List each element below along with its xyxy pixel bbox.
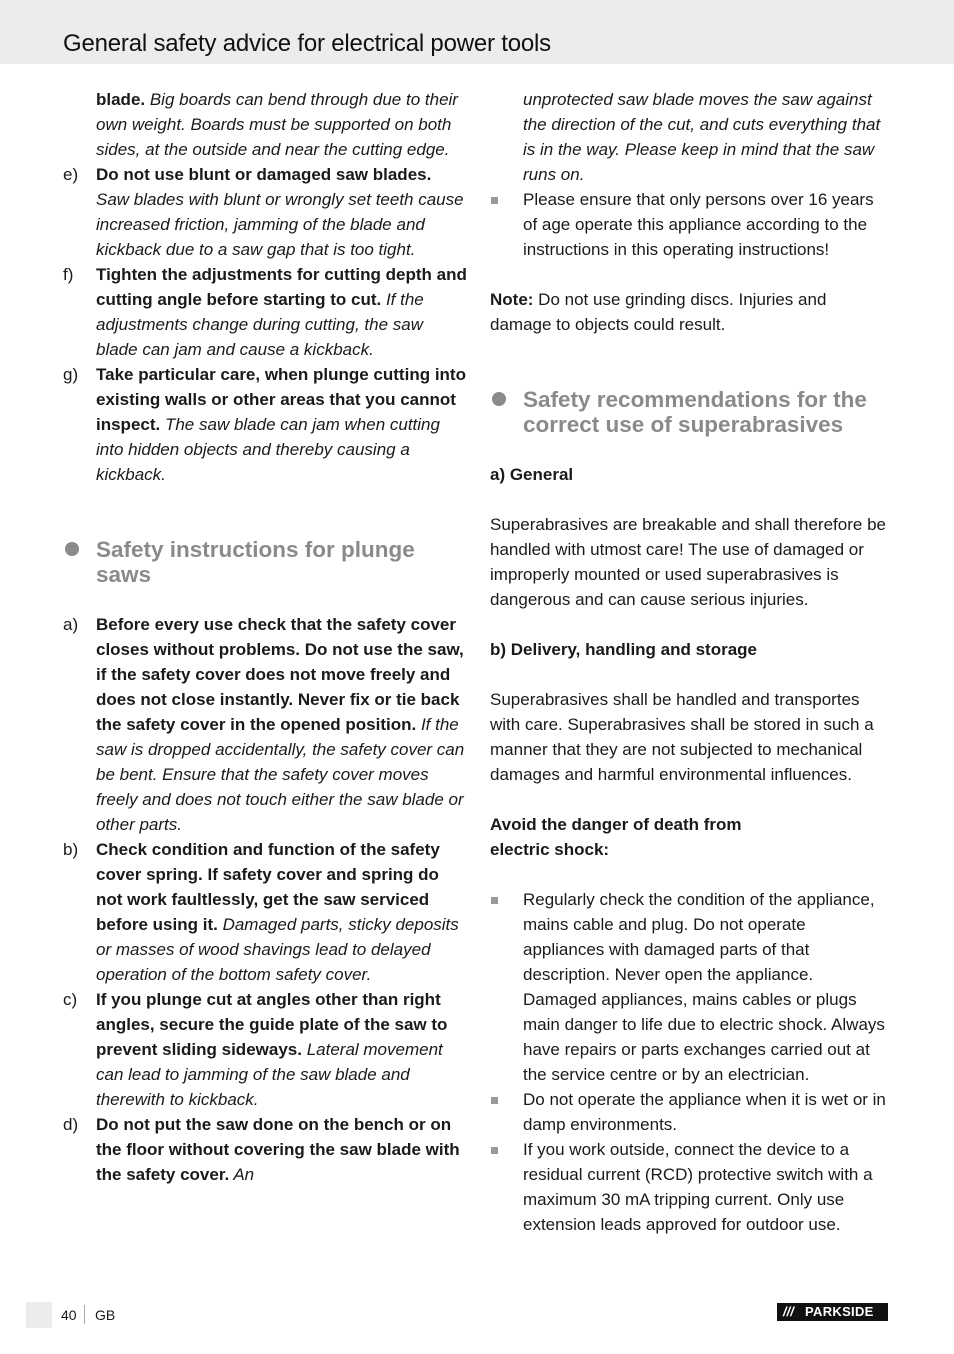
bullet-text: Please ensure that only persons over 16 years of age operate this appliance according to the instructions in this operating instructions!: [523, 190, 874, 259]
paragraph-general: Superabrasives are breakable and shall therefore be handled with utmost care! The use of damaged or improperly mounted or used superabrasives is dangerous and can cause serious injuries.: [490, 515, 886, 609]
bullet-text: Do not operate the appliance when it is wet or in damp environments.: [523, 1090, 886, 1134]
section-heading-plunge-saws: [63, 537, 468, 587]
square-bullet-icon: [491, 1097, 498, 1104]
note-label: Note:: [490, 290, 534, 309]
item-bold: Do not use blunt or damaged saw blades.: [96, 165, 432, 184]
subheading-general: [490, 462, 890, 487]
page-title: General safety advice for electrical power tools: [63, 30, 551, 57]
note-paragraph: [490, 287, 890, 337]
subheading-text: Avoid the danger of death from electric shock:: [490, 815, 742, 859]
item-italic: unprotected saw blade moves the saw against the direction of the cut, and cuts everything that is in the way. Please keep in mind that the saw runs on.: [523, 90, 881, 184]
item-italic: Lateral movement can lead to jamming of the saw blade and therewith to kickback.: [96, 1040, 443, 1109]
list-item-g: [63, 362, 468, 487]
list-item-continued: [63, 87, 468, 162]
item-marker: c): [63, 990, 78, 1009]
subheading-text: b) Delivery, handling and storage: [490, 640, 758, 659]
item-italic: The saw blade can jam when cutting into hidden objects and thereby causing a kickback.: [96, 415, 440, 484]
list-item-f: [63, 262, 468, 362]
list-item-b: [63, 837, 468, 987]
section-heading-superabrasives: [490, 387, 890, 437]
list-item-a: [63, 612, 468, 837]
bullet-text: If you work outside, connect the device to a residual current (RCD) protective switch with a maximum 30 mA tripping current. Only use extension leads approved for outdoor use.: [523, 1140, 873, 1234]
item-bold: Before every use check that the safety cover closes without problems. Do not use the saw, if the safety cover does not move freely and does not close instantly. Never fix or tie back the safety cover in the opened position.: [96, 615, 464, 734]
footer-divider: [84, 1305, 85, 1324]
logo-text: PARKSIDE: [805, 1304, 874, 1319]
item-italic: Damaged parts, sticky deposits or masses of wood shavings lead to delayed operation of the bottom safety cover.: [96, 915, 459, 984]
item-marker: b): [63, 840, 79, 859]
section-title: Safety instructions for plunge saws: [96, 537, 415, 587]
square-bullet-icon: [491, 897, 498, 904]
item-bold: blade.: [96, 90, 146, 109]
page-number: 40: [61, 1307, 77, 1323]
subheading-delivery: [490, 637, 890, 662]
bullet-dot-icon: [492, 392, 506, 406]
bullet-item-age: [490, 187, 890, 262]
parkside-logo: [777, 1303, 888, 1321]
item-marker: g): [63, 365, 79, 384]
bullet-item-outside: [490, 1137, 890, 1237]
item-italic: Big boards can bend through due to their own weight. Boards must be supported on both sides, at the outside and near the cutting edge.: [96, 90, 458, 159]
item-bold: Tighten the adjustments for cutting depth and cutting angle before starting to cut.: [96, 265, 467, 309]
right-column: [490, 87, 890, 1237]
bullet-dot-icon: [65, 542, 79, 556]
item-bold: Do not put the saw done on the bench or on the floor without covering the saw blade with the safety cover.: [96, 1115, 460, 1184]
item-bold: Check condition and function of the safety cover spring. If safety cover and spring do not work faultlessly, get the saw serviced before using it.: [96, 840, 440, 934]
item-italic: Saw blades with blunt or wrongly set teeth cause increased friction, jamming of the blade and kickback due to a saw gap that is too tight.: [96, 190, 464, 259]
section-title: Safety recommendations for the correct use of superabrasives: [523, 387, 867, 437]
left-column: [63, 87, 468, 1187]
list-item-c: [63, 987, 468, 1112]
square-bullet-icon: [491, 197, 498, 204]
item-italic: If the saw is dropped accidentally, the safety cover can be bent. Ensure that the safety cover moves freely and does not touch either the saw blade or other parts.: [96, 715, 465, 834]
note-text: Do not use grinding discs. Injuries and damage to objects could result.: [490, 290, 827, 334]
bullet-item-wet: [490, 1087, 890, 1137]
bullet-item-check-condition: [490, 887, 890, 1087]
list-item-d: [63, 1112, 468, 1187]
logo-stripes-icon: ///: [783, 1304, 794, 1319]
list-item-continued: [490, 87, 890, 187]
paragraph-delivery: Superabrasives shall be handled and transportes with care. Superabrasives shall be stored in such a manner that they are not subjected to mechanical damages and harmful environmental influences.: [490, 690, 874, 784]
item-marker: f): [63, 265, 74, 284]
item-marker: a): [63, 615, 79, 634]
subheading-electric-shock: [490, 812, 800, 862]
square-bullet-icon: [491, 1147, 498, 1154]
list-item-e: [63, 162, 468, 262]
footer-page-box: [26, 1302, 52, 1328]
item-italic: An: [229, 1165, 255, 1184]
subheading-text: a) General: [490, 465, 574, 484]
language-code: GB: [95, 1307, 116, 1323]
item-marker: d): [63, 1115, 79, 1134]
item-bold: If you plunge cut at angles other than right angles, secure the guide plate of the saw to prevent sliding sideways.: [96, 990, 448, 1059]
item-italic: If the adjustments change during cutting, the saw blade can jam and cause a kickback.: [96, 290, 424, 359]
bullet-text: Regularly check the condition of the appliance, mains cable and plug. Do not operate appliances with damaged parts of that description. Never open the appliance. Damaged appliances, mains cables or plugs main danger to life due to electric shock. Always have repairs or parts exchanges carried out at the service centre or by an electrician.: [523, 890, 885, 1084]
item-bold: Take particular care, when plunge cutting into existing walls or other areas that you cannot inspect.: [96, 365, 466, 434]
item-marker: e): [63, 165, 79, 184]
page-header: [0, 0, 954, 64]
